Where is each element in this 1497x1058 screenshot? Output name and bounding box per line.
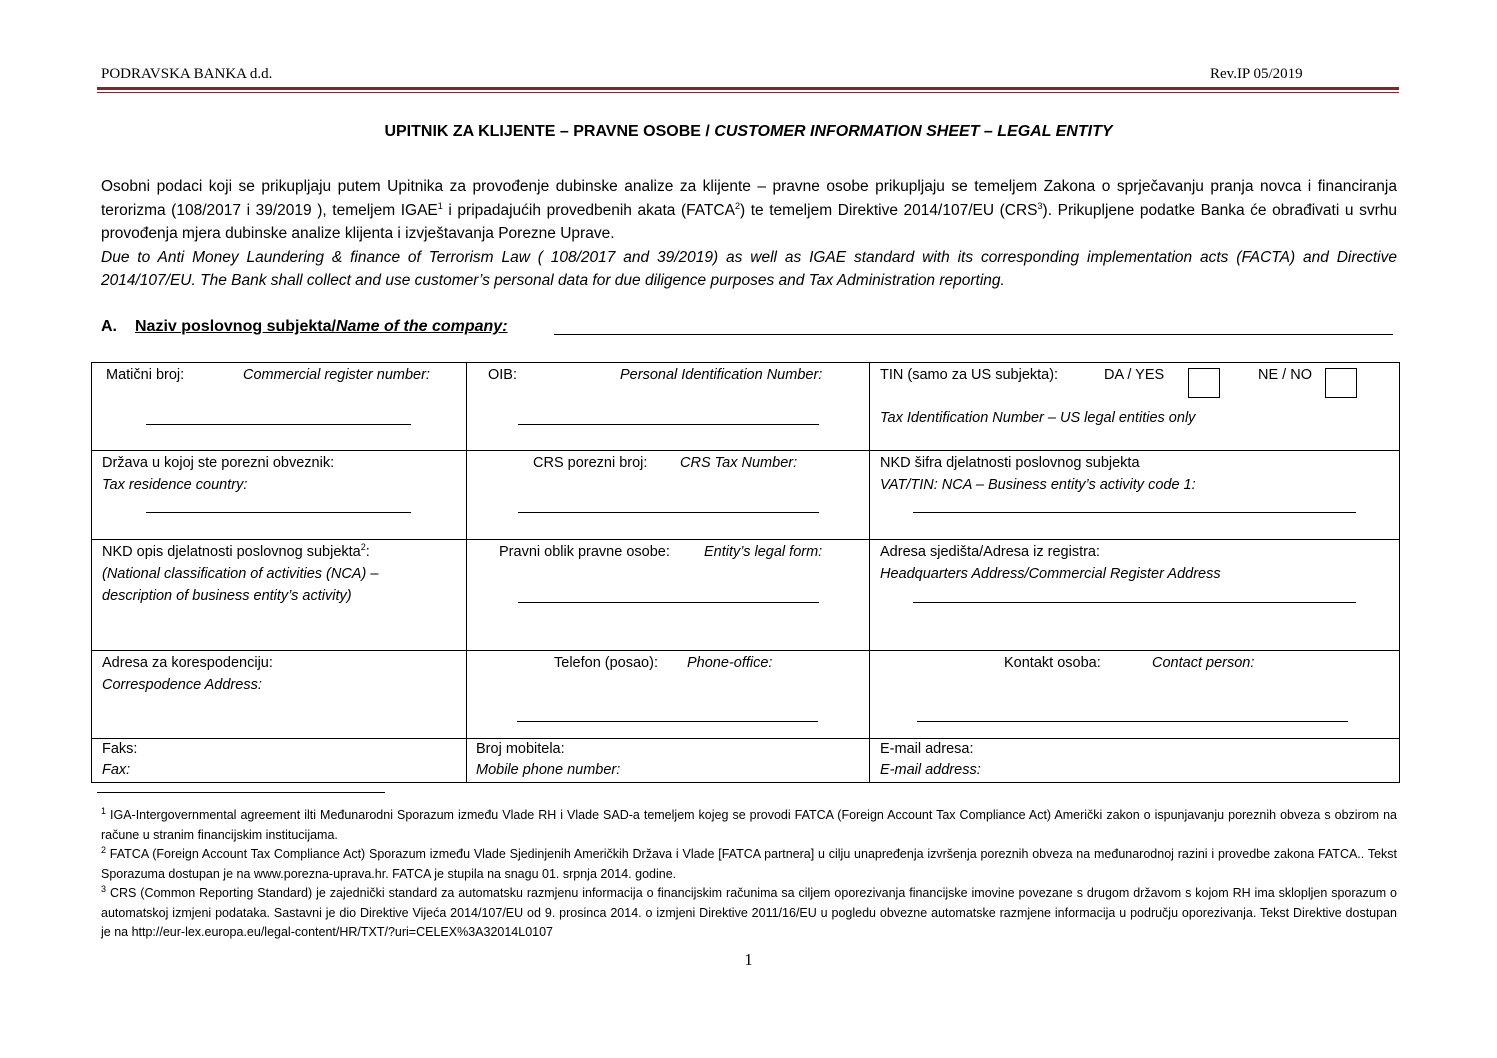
cell-contact-person: [870, 651, 1400, 739]
cell-crs-tax-number: [467, 451, 870, 540]
table-row: [92, 451, 1400, 540]
table-row: [92, 739, 1400, 783]
label-tin: TIN (samo za US subjekta):: [880, 367, 1059, 383]
cell-commercial-register: [92, 363, 467, 451]
label-crs-hr: CRS porezni broj:: [533, 455, 648, 471]
label-nkd-desc-en1: (National classification of activities (NCA) –: [102, 566, 379, 582]
title-hr: UPITNIK ZA KLIJENTE – PRAVNE OSOBE /: [384, 123, 715, 140]
label-legal-form-hr: Pravni oblik pravne osobe:: [499, 544, 670, 560]
cell-mobile: [467, 739, 870, 783]
page-title: [0, 123, 1497, 141]
label-contact-en: Contact person:: [1152, 655, 1255, 671]
section-a-letter: A.: [101, 318, 117, 335]
footnote-1-number: 1: [101, 805, 107, 816]
footnote-2: [101, 845, 1397, 884]
cell-oib: [467, 363, 870, 451]
footnote-3: [101, 884, 1397, 943]
label-crs-en: CRS Tax Number:: [680, 455, 798, 471]
company-name-field[interactable]: [554, 334, 1393, 335]
footnote-ref-1: 1: [437, 200, 443, 211]
intro-hr-part4: ). Prikupljene podatke Banka će obrađivati u svrhu provođenja mjera dubinske analize klijenta i izvještavanja Porezne Uprave.: [101, 201, 1397, 242]
label-nkd-desc-hr: [102, 544, 370, 560]
section-a-label-en: Name of the company:: [335, 318, 508, 335]
footnote-1: [101, 806, 1397, 845]
footnote-ref-3: 3: [1037, 200, 1043, 211]
no-checkbox[interactable]: [1325, 368, 1357, 398]
footnote-3-number: 3: [101, 883, 107, 894]
label-nkd-desc-en2: description of business entity’s activity): [102, 588, 352, 604]
footnote-2-number: 2: [101, 844, 107, 855]
label-tin-en: Tax Identification Number – US legal entities only: [880, 410, 1196, 426]
revision-label: Rev.IP 05/2019: [1210, 66, 1303, 82]
label-oib: OIB:: [488, 367, 518, 383]
label-hq-address-en: Headquarters Address/Commercial Register Address: [880, 566, 1221, 582]
table-row: [92, 651, 1400, 739]
label-personal-id: Personal Identification Number:: [620, 367, 823, 383]
cell-nkd-description: [92, 540, 467, 651]
label-mobile-en: Mobile phone number:: [476, 762, 621, 778]
label-nkd-code-en: VAT/TIN: NCA – Business entity’s activity code 1:: [880, 477, 1196, 493]
label-fax-hr: Faks:: [102, 741, 138, 757]
label-commercial-register: Commercial register number:: [243, 367, 430, 383]
cell-correspondence-address: [92, 651, 467, 739]
section-a-heading: [101, 318, 508, 336]
tax-residence-field[interactable]: [146, 512, 411, 513]
oib-field[interactable]: [518, 424, 819, 425]
cell-legal-form: [467, 540, 870, 651]
label-no: NE / NO: [1258, 367, 1312, 383]
label-corr-address-hr: Adresa za korespodenciju:: [102, 655, 273, 671]
hq-address-field[interactable]: [913, 602, 1356, 603]
contact-person-field[interactable]: [917, 721, 1348, 722]
table-row: [92, 363, 1400, 451]
label-hq-address-hr: Adresa sjedišta/Adresa iz registra:: [880, 544, 1101, 560]
label-mobile-hr: Broj mobitela:: [476, 741, 565, 757]
label-fax-en: Fax:: [102, 762, 131, 778]
footnote-separator: [97, 792, 385, 793]
customer-info-table: [91, 362, 1400, 783]
nkd-code-field[interactable]: [913, 512, 1356, 513]
footnote-2-text: FATCA (Foreign Account Tax Compliance Act) Sporazum između Vlade Sjedinjenih Američkih Država i Vlade [FATCA partnera] u cilju unapređenja izvršenja poreznih obveza na međunarodnoj razini i provedbe zakona FATCA.. Tekst Sporazuma dostupan je na www.porezna-uprava.hr. FATCA je stupila na snagu 01. srpnja 2014. godine.: [101, 847, 1397, 881]
intro-text: [101, 175, 1397, 293]
label-nkd-code-hr: NKD šifra djelatnosti poslovnog subjekta: [880, 455, 1140, 471]
page-number: 1: [744, 950, 753, 969]
intro-en: Due to Anti Money Laundering & finance of Terrorism Law ( 108/2017 and 39/2019) as well as IGAE standard with its corresponding implementation acts (FACTA) and Directive 2014/107/EU. The Bank shall collect and use customer’s personal data for due diligence purposes and Tax Administration reporting.: [101, 248, 1397, 289]
header-rule-thin: [97, 92, 1399, 93]
cell-nkd-code: [870, 451, 1400, 540]
footnote-ref-2: 2: [360, 542, 366, 553]
label-contact-hr: Kontakt osoba:: [1004, 655, 1101, 671]
cell-fax: [92, 739, 467, 783]
intro-hr-part3: ) te temeljem Direktive 2014/107/EU (CRS: [739, 201, 1038, 219]
cell-phone-office: [467, 651, 870, 739]
label-corr-address-en: Correspodence Address:: [102, 677, 262, 693]
label-email-en: E-mail address:: [880, 762, 981, 778]
intro-hr: [101, 175, 1397, 246]
intro-hr-part2: i pripadajućih provedbenih akata (FATCA: [442, 201, 735, 219]
footnote-ref-2: 2: [734, 200, 740, 211]
phone-office-field[interactable]: [517, 721, 818, 722]
label-phone-hr: Telefon (posao):: [554, 655, 658, 671]
label-nkd-desc-colon: :: [365, 544, 370, 560]
footnotes: [101, 806, 1397, 943]
label-yes: DA / YES: [1104, 367, 1165, 383]
legal-form-field[interactable]: [518, 602, 819, 603]
label-nkd-desc-text: NKD opis djelatnosti poslovnog subjekta: [102, 544, 361, 560]
commercial-register-field[interactable]: [146, 424, 411, 425]
label-tax-residence-en: Tax residence country:: [102, 477, 248, 493]
label-legal-form-en: Entity’s legal form:: [704, 544, 823, 560]
intro-hr-part1: Osobni podaci koji se prikupljaju putem Upitnika za provođenje dubinske analize za klijente – pravne osobe prikupljaju se temeljem Zakona o sprječavanju pranja novca i financiranja terorizma (108/2017 i 39/2019 ), temeljem IGAE: [101, 178, 1397, 219]
label-tax-residence-hr: Država u kojoj ste porezni obveznik:: [102, 455, 335, 471]
label-maticni-broj: Matični broj:: [106, 367, 185, 383]
section-a-label-hr: Naziv poslovnog subjekta/: [135, 318, 336, 335]
cell-tax-residence: [92, 451, 467, 540]
yes-checkbox[interactable]: [1188, 368, 1220, 398]
cell-headquarters-address: [870, 540, 1400, 651]
crs-tax-number-field[interactable]: [518, 512, 819, 513]
cell-tin: [870, 363, 1400, 451]
bank-name: PODRAVSKA BANKA d.d.: [101, 66, 273, 82]
cell-email: [870, 739, 1400, 783]
header-rule: [97, 87, 1399, 90]
title-en: CUSTOMER INFORMATION SHEET – LEGAL ENTITY: [714, 123, 1113, 140]
footnote-1-text: IGA-Intergovernmental agreement ilti Međunarodni Sporazum između Vlade RH i Vlade SAD-a temeljem kojeg se provodi FATCA (Foreign Account Tax Compliance Act) Američki zakon o ispunjavanju poreznih obveza s obzirom na račune u stranim financijskim institucijama.: [101, 808, 1397, 842]
footnote-3-text: CRS (Common Reporting Standard) je zajednički standard za automatsku razmjenu informacija o financijskim računima sa ciljem oporezivanja financijske imovine povezane s drugom državom s kojom RH ima sklopljen sporazum o automatskoj izmjeni podataka. Sastavni je dio Direktive Vijeća 2014/107/EU od 9. prosinca 2014. o izmjeni Direktive 2011/16/EU u pogledu obvezne automatske razmjene informacija u području oporezivanja. Tekst Direktive dostupan je na http://eur-lex.europa.eu/legal-content/HR/TXT/?uri=CELEX%3A32014L0107: [101, 886, 1397, 939]
label-email-hr: E-mail adresa:: [880, 741, 974, 757]
label-phone-en: Phone-office:: [687, 655, 773, 671]
table-row: [92, 540, 1400, 651]
